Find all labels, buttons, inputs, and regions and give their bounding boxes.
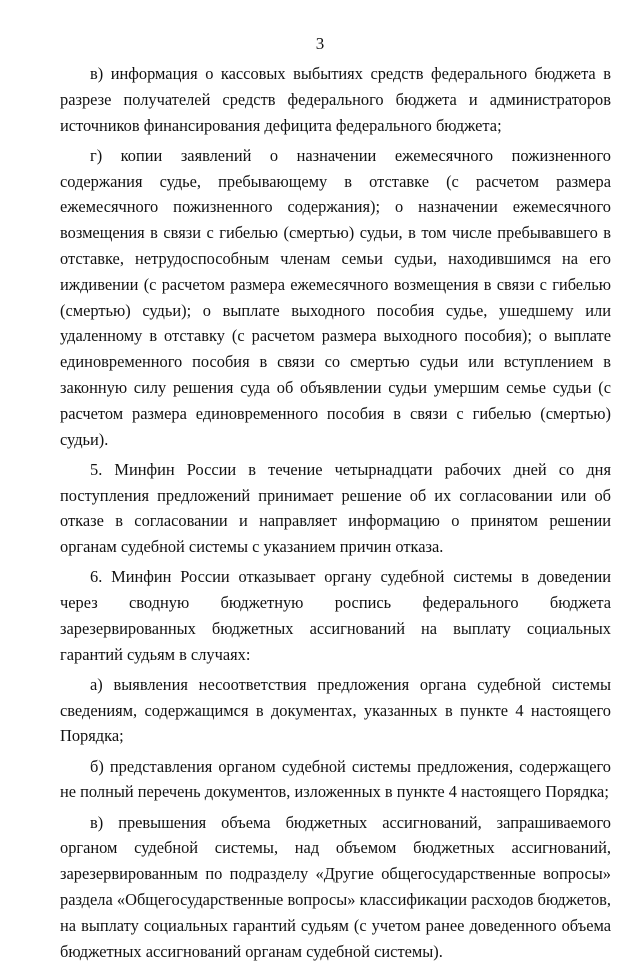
paragraph-g-application-copies: г) копии заявлений о назначении ежемесячного пожизненного содержания судье, пребывающему в отставке (с расчетом размера ежемесячного пожизненного содержания); о назначении ежемесячного возмещения в связи с гибелью (смертью) судьи, в том числе пребывавшего в отставке, нетрудоспособным членам семьи судьи, находившимся на его иждивении (с расчетом размера ежемесячного возмещения в связи с гибелью (смертью) судьи); о выплате выходного пособия судье, ушедшему или удаленному в отставку (с расчетом размера выходного пособия); о выплате единовременного пособия в связи со смертью судьи или вступлением в законную силу решения суда об объявлении судьи умершим семье судьи (с расчетом размера единовременного пособия в связи с гибелью (смертью) судьи). (60, 145, 611, 449)
paragraph-6-minfin-refusal: 6. Минфин России отказывает органу судебной системы в доведении через сводную бюджетную роспись федерального бюджета зарезервированных бюджетных ассигнований на выплату социальных гарантий судьям в случаях: (60, 567, 611, 664)
paragraph-5-minfin-decision: 5. Минфин России в течение четырнадцати рабочих дней со дня поступления предложений принимает решение об их согласовании или об отказе в согласовании и направляет информацию о принятом решении органам судебной системы с указанием причин отказа. (60, 459, 611, 557)
page-number: 3 (315, 34, 325, 53)
paragraph-v-excess-volume: в) превышения объема бюджетных ассигнований, запрашиваемого органом судебной системы, над объемом бюджетных ассигнований, зарезервированным по подразделу «Другие общегосударственные вопросы» раздела «Общегосударственные вопросы» классификации расходов бюджетов, на выплату социальных гарантий судьям (с учетом ранее доведенного объема бюджетных ассигнований органам судебной системы). (60, 812, 611, 961)
document-body (60, 61, 611, 969)
paragraph-v-cash-outflows: в) информация о кассовых выбытиях средств федерального бюджета в разрезе получателей средств федерального бюджета и администраторов источников финансирования дефицита федерального бюджета; (60, 64, 611, 135)
paragraph-a-mismatch: а) выявления несоответствия предложения органа судебной системы сведениям, содержащимся в документах, указанных в пункте 4 настоящего Порядка; (60, 674, 611, 746)
paragraph-b-incomplete-documents: б) представления органом судебной системы предложения, содержащего не полный перечень документов, изложенных в пункте 4 настоящего Порядка; (60, 756, 611, 802)
